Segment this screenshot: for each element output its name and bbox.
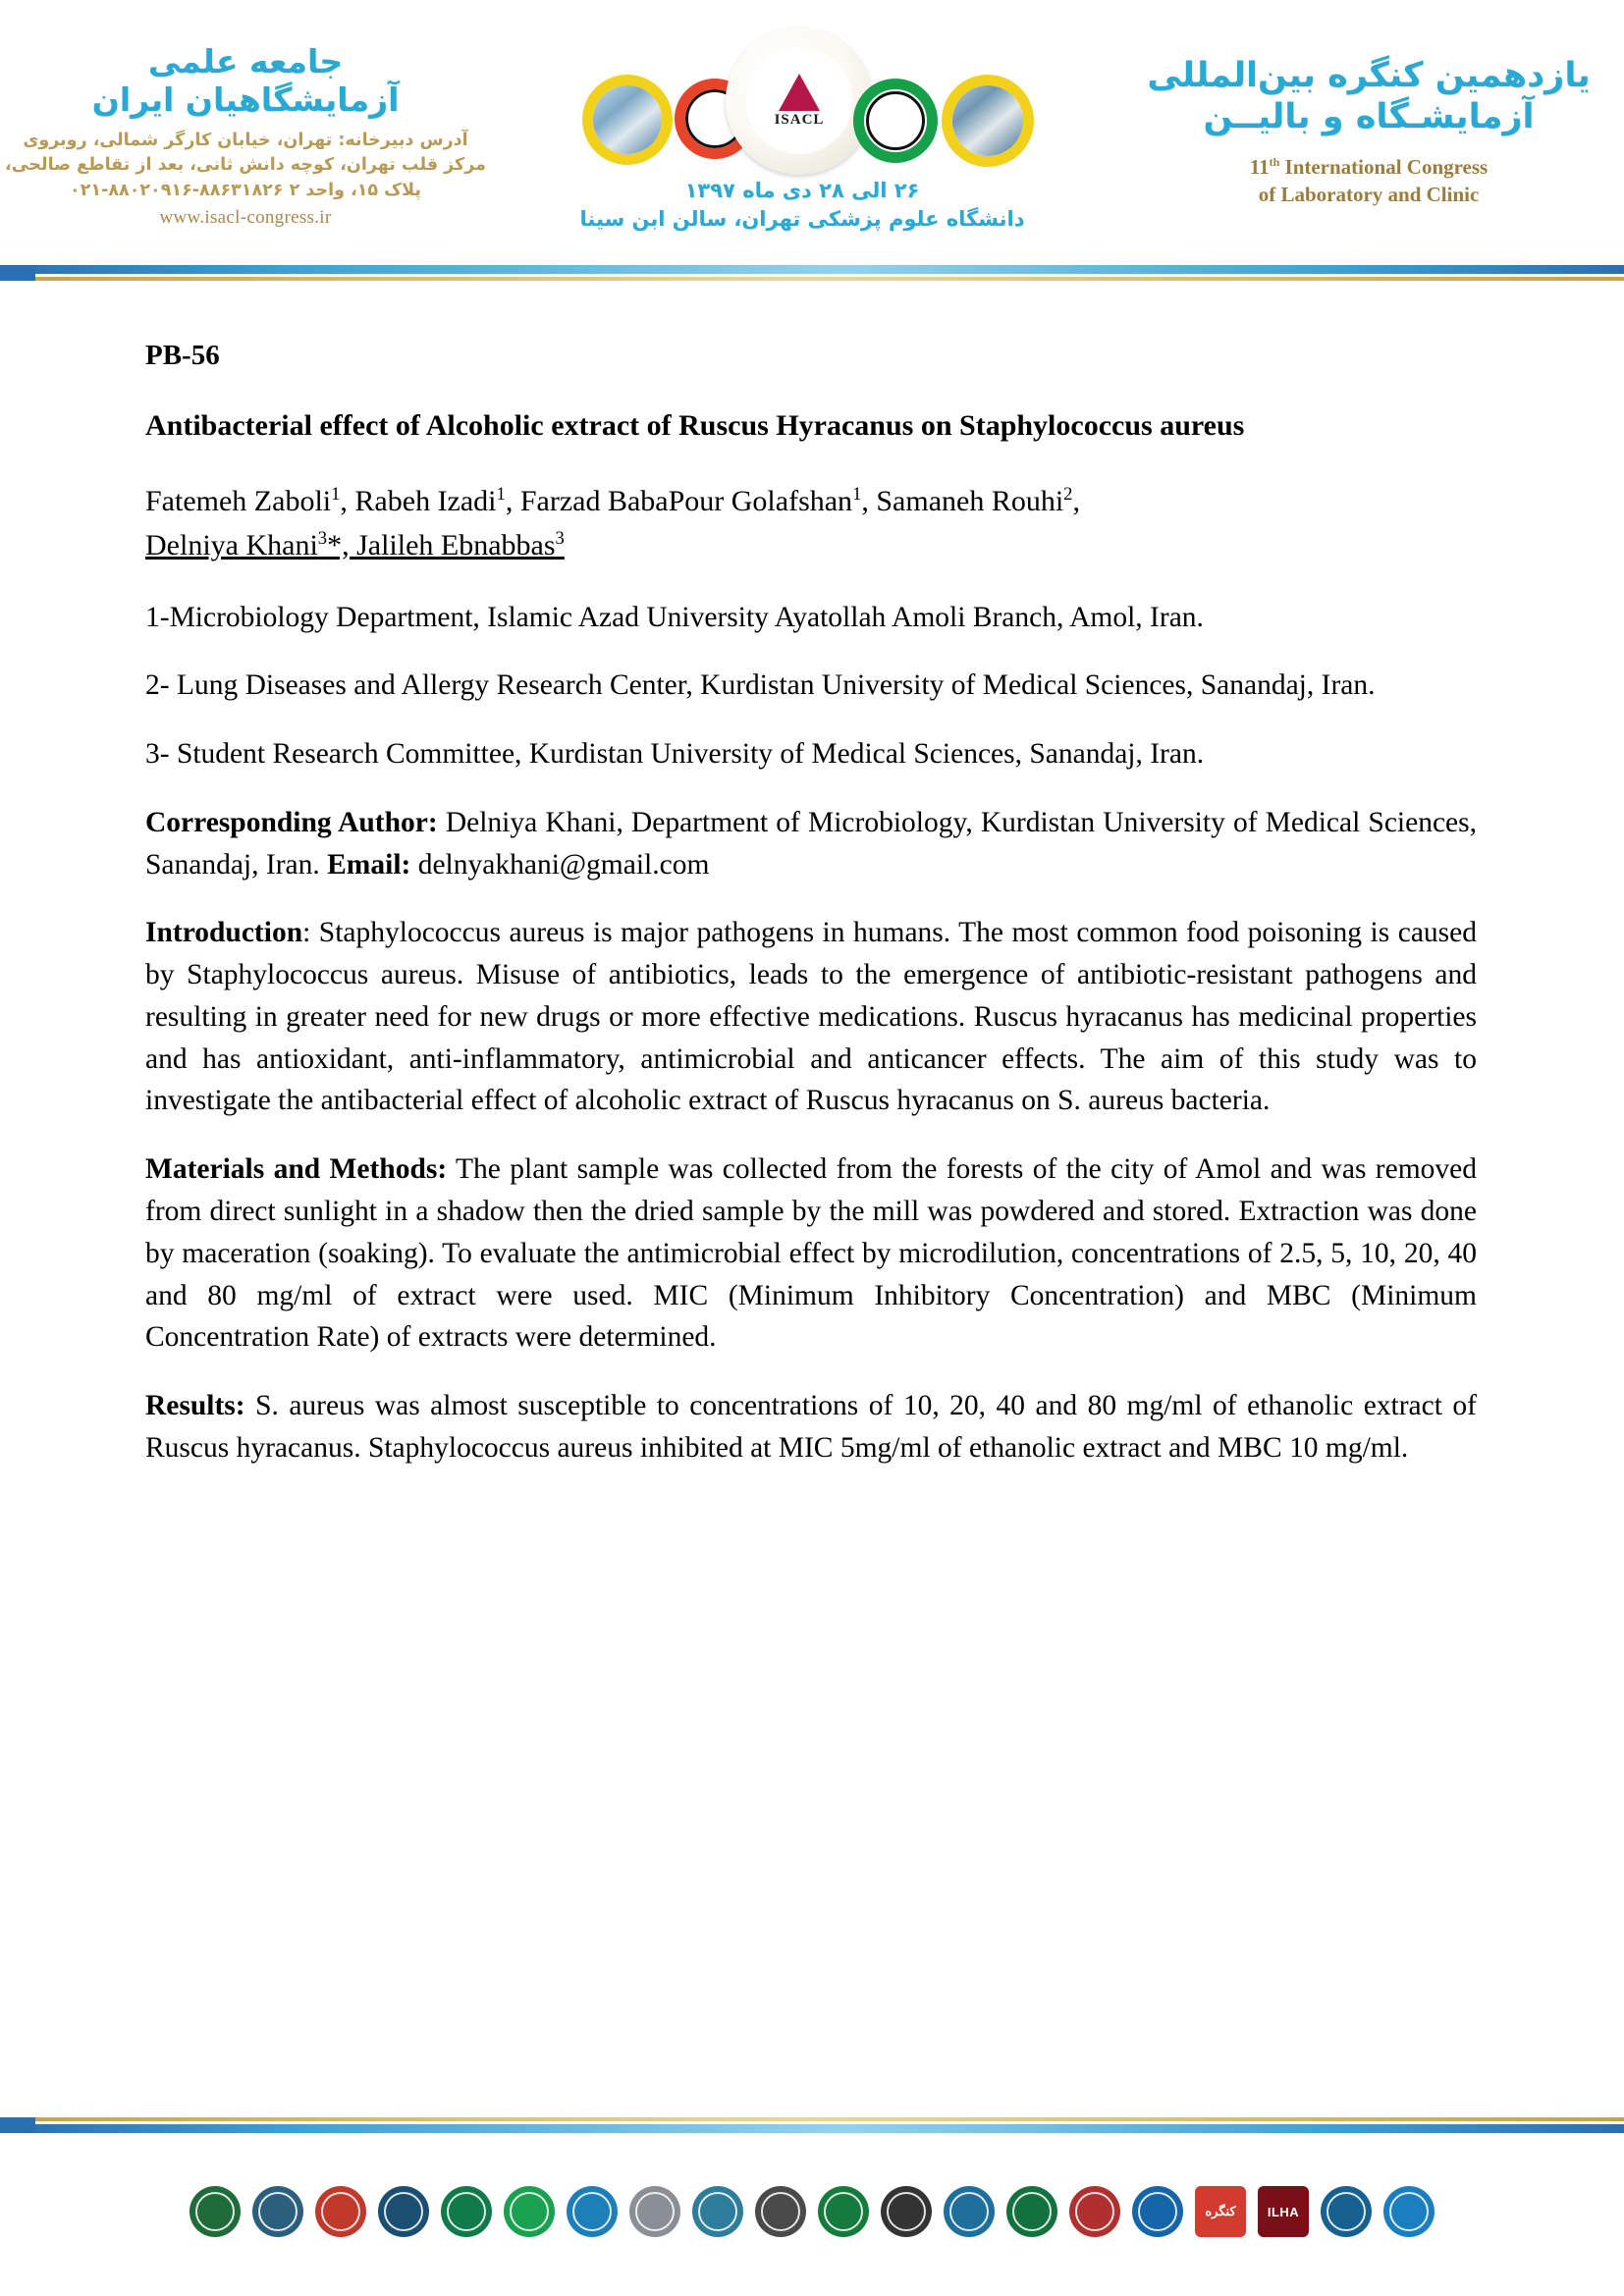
sponsor-logo-19-icon <box>1321 2186 1372 2237</box>
congress-title-en-line-1 <box>1113 153 1624 181</box>
introduction-label: Introduction <box>145 917 303 949</box>
methods-label: Materials and Methods: <box>145 1153 448 1186</box>
sponsor-logo-4-icon <box>378 2186 429 2237</box>
author-list <box>145 479 1477 567</box>
methods-text: The plant sample was collected from the forests of the city of Amol and was removed from direct sunlight in a shadow then the dried sample by the mill was powdered and stored. Extraction was done by maceration (soaking). To evaluate the antimicrobial effect by microdilution, concentrations of 2.5, 5, 10, 20, 40 and 80 mg/ml of extract were used. MIC (Minimum Inhibitory Concentration) and MBC (Minimum Concentration Rate) of extracts were determined. <box>145 1153 1478 1354</box>
header-rule-gold <box>0 277 1624 281</box>
center-logo-block <box>547 0 1057 234</box>
sponsor-logo-6-icon <box>504 2186 555 2237</box>
header-rule-left-tab <box>0 265 35 281</box>
footer-rule-left-tab <box>0 2117 35 2133</box>
sponsor-logo-13-inner-ring <box>949 2192 989 2231</box>
society-address-line-3: پلاک ۱۵، واحد ۲ ۸۸۶۳۱۸۲۶-۸۸۰۲۰۹۱۶-۰۲۱ <box>70 180 421 200</box>
sponsor-logo-11-icon <box>818 2186 869 2237</box>
sponsor-logo-5-inner-ring <box>447 2192 486 2231</box>
sponsor-logo-19-inner-ring <box>1326 2192 1366 2231</box>
society-address-line-1: آدرس دبیرخانه: تهران، خیابان کارگر شمالی، روبروی <box>23 130 468 150</box>
sponsor-logo-17-icon <box>1195 2186 1246 2237</box>
affiliation-2: 2- Lung Diseases and Allergy Research Center, Kurdistan University of Medical Sciences, Sanandaj, Iran. <box>145 669 1376 702</box>
society-website-link[interactable]: www.isacl-congress.ir <box>159 207 332 228</box>
footer-rule-blue <box>0 2124 1624 2133</box>
sponsor-logo-2-icon <box>252 2186 303 2237</box>
congress-venue: دانشگاه علوم پزشکی تهران، سالن ابن سینا <box>579 206 1025 231</box>
introduction-text: : Staphylococcus aureus is major pathogens in humans. The most common food poisoning is caused by Staphylococcus aureus. Misuse of antibiotics, leads to the emergence of antibiotic-resistant pathogens and resulting in greater need for new drugs or more effective medications. Ruscus hyracanus has medicinal properties and has antioxidant, anti-inflammatory, antimicrobial and anticancer effects. The aim of this study was to investigate the antibacterial effect of alcoholic extract of Ruscus hyracanus on S. aureus bacteria. <box>145 917 1477 1117</box>
affiliation-3: 3- Student Research Committee, Kurdistan University of Medical Sciences, Sanandaj, Iran. <box>145 738 1205 771</box>
corresponding-author-label: Corresponding Author: <box>145 806 438 838</box>
sponsor-logo-8-inner-ring <box>635 2192 675 2231</box>
society-name-line-2: آزمایشگاهیان ایران <box>91 80 400 119</box>
isacl-wordmark: ISACL <box>774 112 825 128</box>
sponsor-logo-5-icon <box>441 2186 492 2237</box>
introduction-section <box>145 912 1477 1122</box>
sponsor-logo-9-icon <box>692 2186 743 2237</box>
sponsor-logo-7-inner-ring <box>572 2192 612 2231</box>
congress-title-fa-line-2: آزمایشـگاه و بالیــن <box>1203 97 1535 136</box>
sponsor-logo-15-icon <box>1069 2186 1120 2237</box>
sponsor-logo-18-text: ILHA <box>1267 2204 1300 2219</box>
congress-ordinal: 11 <box>1249 155 1270 179</box>
partner-logo-green-icon <box>853 79 938 163</box>
society-address-line-2: مرکز قلب تهران، کوچه دانش ثانی، بعد از تقاطع صالحی، <box>5 155 486 176</box>
abstract-title: Antibacterial effect of Alcoholic extract of Ruscus Hyracanus on Staphylococcus aureus <box>145 409 1245 442</box>
sponsor-logo-14-icon <box>1006 2186 1057 2237</box>
partner-logo-yellow-left-icon <box>582 75 673 165</box>
email-value[interactable]: delnyakhani@gmail.com <box>410 848 710 881</box>
sponsor-logo-11-inner-ring <box>824 2192 863 2231</box>
sponsor-logo-strip <box>0 2133 1624 2296</box>
footer-rule-gold <box>0 2117 1624 2121</box>
congress-title-fa <box>1113 55 1624 137</box>
sponsor-logo-4-inner-ring <box>384 2192 423 2231</box>
sponsor-logo-2-inner-ring <box>258 2192 298 2231</box>
sponsor-logo-6-inner-ring <box>510 2192 549 2231</box>
sponsor-logo-17-text: کنگره <box>1205 2204 1236 2218</box>
society-name-line-1: جامعه علمی <box>147 42 344 80</box>
methods-section <box>145 1148 1477 1359</box>
page-footer <box>0 2117 1624 2296</box>
isacl-main-logo-icon <box>726 27 873 175</box>
sponsor-logo-7-icon <box>567 2186 618 2237</box>
author-line-1: Fatemeh Zaboli$^1$, Rabeh Izadi$^1$, Farzad BabaPour Golafshan$^1$, Samaneh Rouhi$^2$, <box>145 483 1080 517</box>
lab-photo-fill <box>593 85 662 154</box>
society-block <box>0 0 491 229</box>
sponsor-logo-3-inner-ring <box>321 2192 360 2231</box>
results-section <box>145 1385 1477 1469</box>
sponsor-logo-8-icon <box>629 2186 680 2237</box>
email-label: Email: <box>327 848 411 881</box>
sponsor-logo-13-icon <box>944 2186 995 2237</box>
sponsor-logo-15-inner-ring <box>1075 2192 1114 2231</box>
sponsor-logo-1-icon <box>189 2186 241 2237</box>
society-name <box>0 43 491 120</box>
congress-ordinal-suffix: th <box>1269 155 1280 169</box>
congress-title-fa-line-1: یازدهمین کنگره بین‌المللی <box>1147 56 1591 95</box>
sponsor-logo-10-icon <box>755 2186 806 2237</box>
results-text: S. aureus was almost susceptible to concentrations of 10, 20, 40 and 80 mg/ml of ethanolic extract of Ruscus hyracanus. Staphylococcus aureus inhibited at MIC 5mg/ml of ethanolic extract and MBC 10 mg/ml. <box>145 1390 1477 1464</box>
sponsor-logo-10-inner-ring <box>761 2192 800 2231</box>
author-line-2: Delniya Khani$^3$*, Jalileh Ebnabbas$^3$ <box>145 527 565 561</box>
abstract-body <box>0 281 1624 1469</box>
congress-header-banner <box>0 0 1624 281</box>
sponsor-logo-12-icon <box>881 2186 932 2237</box>
sponsor-logo-16-icon <box>1132 2186 1183 2237</box>
isacl-mark <box>746 48 852 154</box>
sponsor-logo-12-inner-ring <box>887 2192 926 2231</box>
corresponding-author <box>145 802 1477 886</box>
header-rule-blue <box>0 265 1624 274</box>
congress-date: ۲۶ الی ۲۸ دی ماه ۱۳۹۷ <box>684 179 920 202</box>
society-address <box>0 129 491 203</box>
affiliation-1: 1-Microbiology Department, Islamic Azad University Ayatollah Amoli Branch, Amol, Iran. <box>145 601 1204 633</box>
sponsor-logo-3-icon <box>315 2186 366 2237</box>
sponsor-logo-20-inner-ring <box>1389 2192 1429 2231</box>
sponsor-logo-18-icon <box>1258 2186 1309 2237</box>
abstract-code: PB-56 <box>145 340 220 371</box>
sponsor-logo-9-inner-ring <box>698 2192 737 2231</box>
book-emblem-icon <box>866 91 925 150</box>
sponsor-logo-14-inner-ring <box>1012 2192 1052 2231</box>
sponsor-logo-20-icon <box>1383 2186 1435 2237</box>
sponsor-logo-1-inner-ring <box>195 2192 235 2231</box>
corresponding-author-text: Delniya Khani, Department of Microbiology, Kurdistan University of Medical Sciences, Sanandaj, Iran. <box>145 806 1477 881</box>
partner-logo-yellow-right-icon <box>942 75 1034 167</box>
congress-date-venue <box>547 177 1057 234</box>
clinic-photo-fill <box>952 85 1023 156</box>
logo-cluster <box>576 18 1028 175</box>
congress-title-en <box>1113 153 1624 209</box>
sponsor-logo-16-inner-ring <box>1138 2192 1177 2231</box>
header-divider <box>0 265 1624 281</box>
isacl-triangle-icon <box>779 74 820 111</box>
results-label: Results: <box>145 1390 245 1422</box>
congress-title-en-rest: International Congress <box>1279 155 1489 179</box>
congress-title-block <box>1113 0 1624 209</box>
congress-title-en-line-2: of Laboratory and Clinic <box>1258 183 1480 207</box>
